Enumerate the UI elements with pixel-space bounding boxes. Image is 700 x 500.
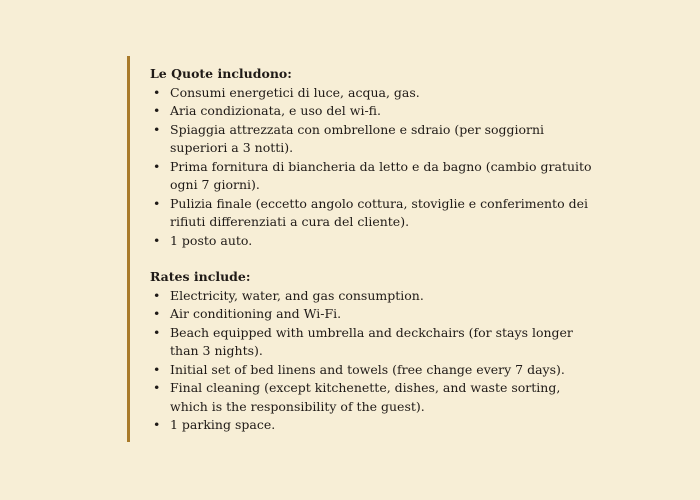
list-item — [150, 232, 597, 251]
italian-heading: Le Quote includono: — [150, 66, 292, 81]
list-item-text: Aria condizionata, e uso del wi-fi. — [170, 103, 381, 118]
list-item — [150, 195, 597, 232]
list-item — [150, 324, 597, 361]
bullet-icon: • — [153, 287, 161, 303]
bullet-icon: • — [153, 361, 161, 377]
list-item — [150, 287, 597, 306]
english-heading: Rates include: — [150, 269, 251, 284]
bullet-icon: • — [153, 232, 161, 248]
english-section — [150, 268, 597, 435]
list-item — [150, 84, 597, 103]
bullet-icon: • — [153, 158, 161, 174]
rates-panel — [127, 56, 597, 442]
italian-list — [150, 84, 597, 251]
list-item-text: Final cleaning (except kitchenette, dishes, and waste sorting, which is the responsibility of the guest). — [170, 380, 561, 414]
bullet-icon: • — [153, 324, 161, 340]
list-item — [150, 158, 597, 195]
italian-section — [150, 65, 597, 250]
list-item-text: Electricity, water, and gas consumption. — [170, 287, 424, 303]
english-list — [150, 287, 597, 435]
bullet-icon: • — [153, 195, 161, 211]
bullet-icon: • — [153, 380, 161, 395]
list-item — [150, 361, 597, 380]
list-item-text: 1 parking space. — [170, 417, 276, 432]
bullet-icon: • — [153, 103, 161, 118]
list-item-text: Spiaggia attrezzata con ombrellone e sdraio (per soggiorni superiori a 3 notti). — [170, 121, 545, 155]
bullet-icon: • — [153, 84, 161, 100]
list-item-text: 1 posto auto. — [170, 232, 253, 248]
bullet-icon: • — [153, 417, 161, 432]
list-item-text: Prima fornitura di biancheria da letto e da bagno (cambio gratuito ogni 7 giorni). — [170, 158, 592, 192]
bullet-icon: • — [153, 306, 161, 321]
list-item — [150, 305, 597, 324]
list-item-text: Pulizia finale (eccetto angolo cottura, stoviglie e conferimento dei rifiuti differenziati a cura del cliente). — [170, 195, 588, 229]
list-item — [150, 102, 597, 121]
list-item — [150, 416, 597, 435]
list-item — [150, 379, 597, 416]
list-item-text: Consumi energetici di luce, acqua, gas. — [170, 84, 420, 100]
list-item-text: Air conditioning and Wi-Fi. — [170, 306, 342, 321]
list-item-text: Beach equipped with umbrella and deckchairs (for stays longer than 3 nights). — [170, 324, 573, 358]
list-item-text: Initial set of bed linens and towels (free change every 7 days). — [170, 361, 565, 377]
bullet-icon: • — [153, 121, 161, 137]
list-item — [150, 121, 597, 158]
